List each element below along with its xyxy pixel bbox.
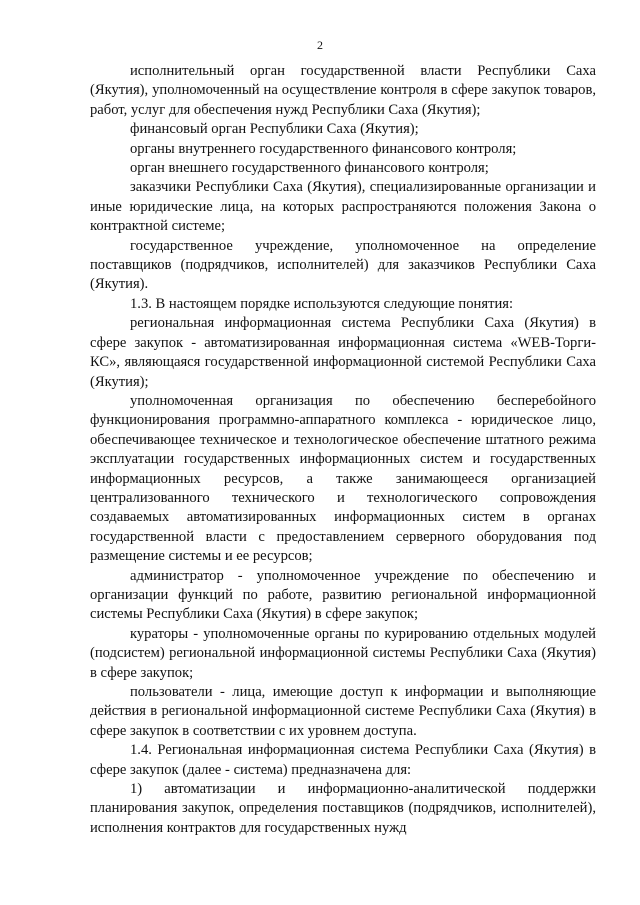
paragraph: органы внутреннего государственного финансового контроля; [130, 140, 517, 157]
paragraph: пользователи - лица, имеющие доступ к информации и выполняющие действия в региональной информационной системе Республики Саха (Якутия) в сфере закупок в соответствии с их уровнем доступа. [90, 684, 596, 739]
page-number: 2 [317, 38, 323, 52]
paragraph: региональная информационная система Республики Саха (Якутия) в сфере закупок - автоматизированная информационная система «WEB-Торги-КС», являющаяся государственной информационной системой Республики Саха (Якутия); [90, 315, 596, 390]
paragraph: орган внешнего государственного финансового контроля; [130, 160, 489, 177]
paragraph: администратор - уполномоченное учреждение по обеспечению и организации функций по работе, развитию региональной информационной системы Республики Саха (Якутия) в сфере закупок; [90, 567, 596, 623]
paragraph: государственное учреждение, уполномоченное на определение поставщиков (подрядчиков, исполнителей) для заказчиков Республики Саха (Якутия). [90, 237, 596, 293]
section-heading-paragraph: 1.3. В настоящем порядке используются следующие понятия: [130, 295, 514, 312]
paragraph: исполнительный орган государственной власти Республики Саха (Якутия), уполномоченный на осуществление контроля в сфере закупок товаров, работ, услуг для обеспечения нужд Республики Саха (Якутия); [90, 63, 596, 118]
paragraph: 1) автоматизации и информационно-аналитической поддержки планирования закупок, определения поставщиков (подрядчиков, исполнителей), исполнения контрактов для государственных нужд [90, 781, 596, 836]
section-heading-paragraph: 1.4. Региональная информационная система Республики Саха (Якутия) в сфере закупок (далее - система) предназначена для: [90, 742, 596, 778]
document-body [90, 62, 596, 838]
paragraph: заказчики Республики Саха (Якутия), специализированные организации и иные юридические лица, на которых распространяются положения Закона о контрактной системе; [90, 179, 596, 235]
paragraph: уполномоченная организация по обеспечению бесперебойного функционирования программно-аппаратного комплекса - юридическое лицо, обеспечивающее техническое и технологическое обеспечение штатного режима эксплуатации государственных информационных систем и государственных информационных ресурсов, а также занимающееся организацией централизованного технического и технологического сопровождения создаваемых автоматизированных информационных систем в органах государственной власти с предоставлением серверного оборудования под размещение системы и ее ресурсов; [90, 392, 596, 565]
paragraph: кураторы - уполномоченные органы по курированию отдельных модулей (подсистем) региональной информационной системы Республики Саха (Якутия) в сфере закупок; [90, 625, 596, 681]
paragraph: финансовый орган Республики Саха (Якутия); [130, 121, 419, 138]
